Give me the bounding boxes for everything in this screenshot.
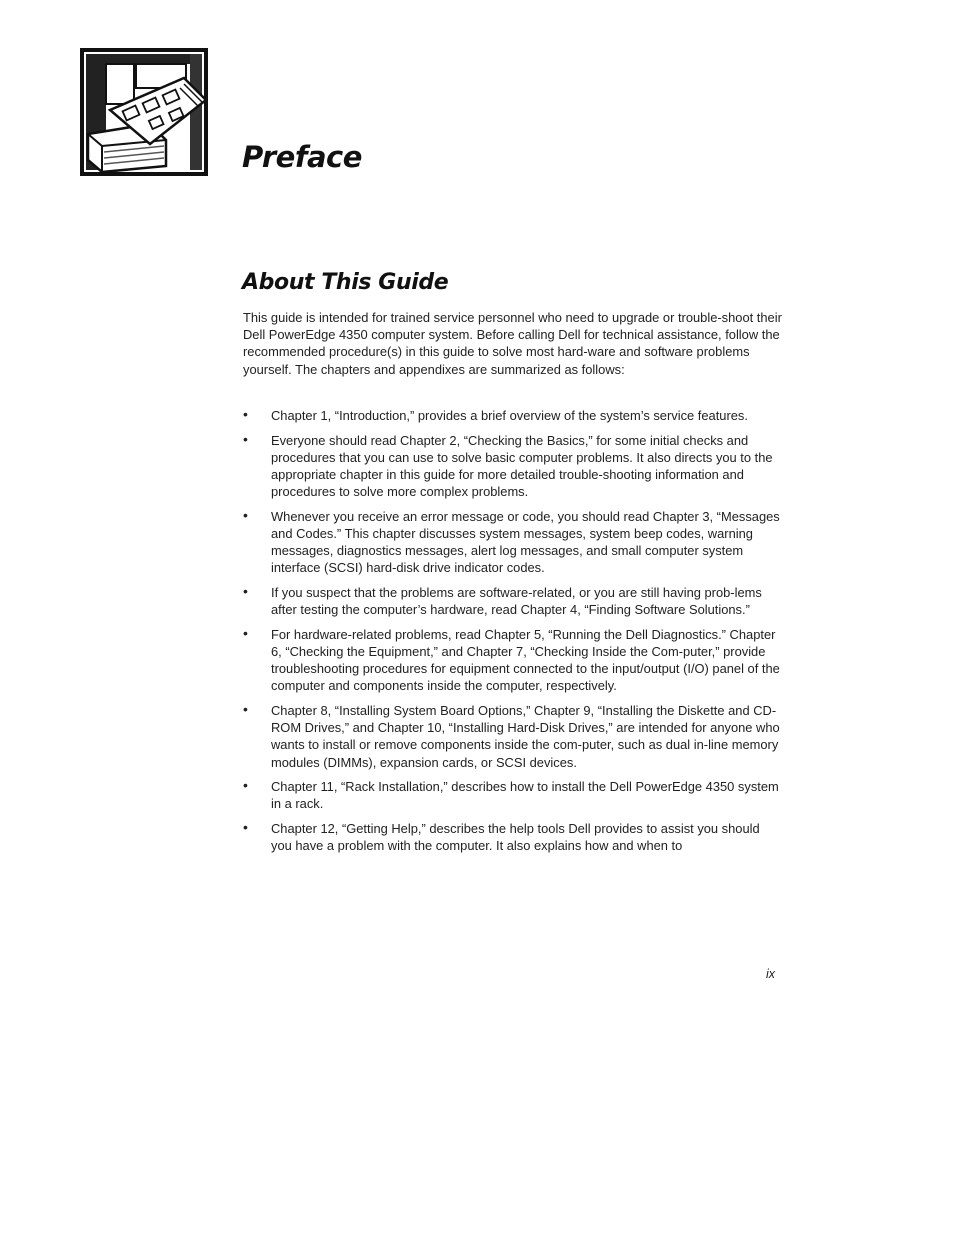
list-item-text: Everyone should read Chapter 2, “Checking the Basics,” for some initial checks and procedures that you can use to solve basic computer problems. It also directs you to the appropriate chapter in this guide for more detailed trouble-shooting information and procedures to solve more complex problems. [271,432,773,500]
list-item [243,778,783,812]
chapter-title: Preface [242,140,362,174]
list-item [243,407,783,424]
bullet-icon: • [243,819,248,835]
list-item-text: For hardware-related problems, read Chapter 5, “Running the Dell Diagnostics.” Chapter 6, “Checking the Equipment,” and Chapter 7, “Checking Inside the Com-puter,” provide troubleshooting procedures for equipment connected to the input/output (I/O) panel of the computer and components inside the computer, respectively. [271,626,780,694]
list-item [243,702,783,771]
list-item-text: Whenever you receive an error message or code, you should read Chapter 3, “Messages and Codes.” This chapter discusses system messages, system beep codes, warning messages, diagnostics messages, alert log messages, and small computer system interface (SCSI) hard-disk drive indicator codes. [271,508,780,576]
bullet-icon: • [243,506,248,523]
list-item [243,432,783,501]
page-number: ix [766,967,776,981]
section-heading: About This Guide [242,270,449,295]
book-and-circuit-board-icon [80,48,210,178]
list-item [243,820,783,854]
bullet-icon: • [243,624,248,641]
bullet-icon: • [243,701,248,717]
list-item-text: Chapter 8, “Installing System Board Options,” Chapter 9, “Installing the Diskette and CD-ROM Drives,” and Chapter 10, “Installing Hard-Disk Drives,” are intended for anyone who wants to install or remove components inside the com-puter, such as dual in-line memory modules (DIMMs), expansion cards, or SCSI devices. [271,703,780,770]
bullet-icon: • [243,583,248,599]
list-item-text: Chapter 12, “Getting Help,” describes the help tools Dell provides to assist you should you have a problem with the computer. It also explains how and when to [271,821,760,854]
bullet-icon: • [243,406,248,422]
list-item [243,584,783,618]
bullet-icon: • [243,777,248,794]
intro-paragraph: This guide is intended for trained service personnel who need to upgrade or trouble-shoot their Dell PowerEdge 4350 computer system. Before calling Dell for technical assistance, follow the recommended procedure(s) in this guide to solve most hard-ware and software problems yourself. The chapters and appendixes are summarized as follows: [243,310,782,377]
list-item [243,508,783,577]
list-item [243,626,783,695]
chapter-summary-list [243,407,783,862]
list-item-text: If you suspect that the problems are software-related, or you are still having prob-lems after testing the computer’s hardware, read Chapter 4, “Finding Software Solutions.” [271,585,762,618]
bullet-icon: • [243,430,248,447]
list-item-text: Chapter 1, “Introduction,” provides a brief overview of the system’s service features. [271,408,748,423]
list-item-text: Chapter 11, “Rack Installation,” describes how to install the Dell PowerEdge 4350 system in a rack. [271,779,779,812]
